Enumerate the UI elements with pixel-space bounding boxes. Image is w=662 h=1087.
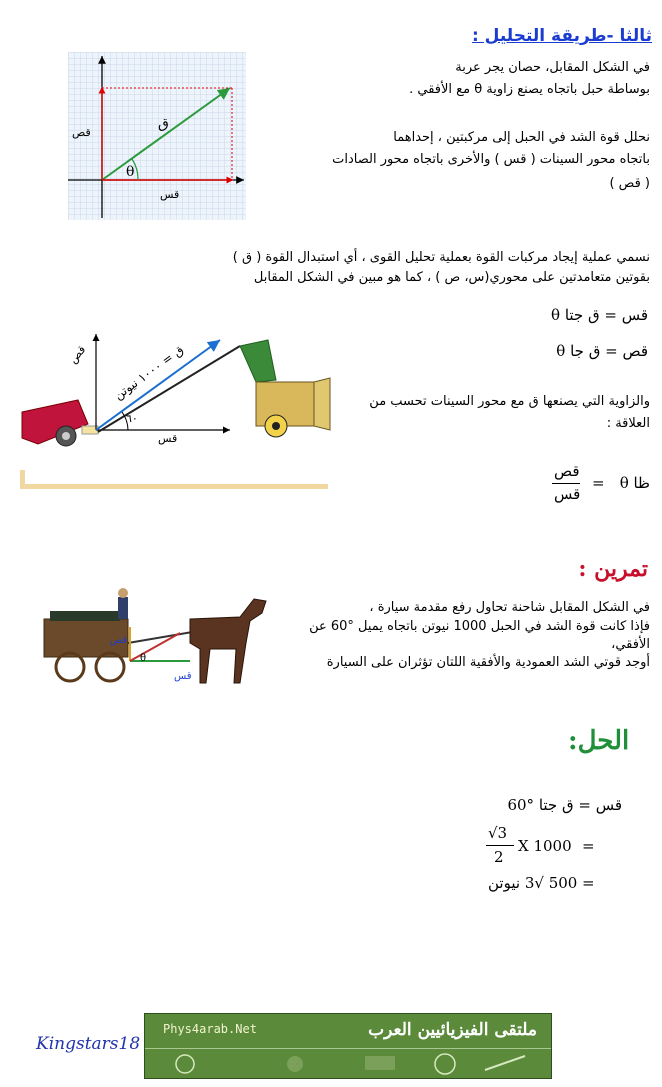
step2-num: √3: [488, 824, 508, 842]
angle-text: [330, 394, 650, 432]
step3-value: 500 √3 نيوتن: [488, 874, 578, 892]
fx-label: قس: [158, 432, 178, 445]
banner-title: ملتقى الفيزيائيين العرب: [368, 1020, 537, 1040]
formula-fy: قص = ق جا θ: [556, 342, 648, 360]
force-label: ق: [158, 116, 169, 132]
resolution-line2: بقوتين متعامدتين على محوري(س، ص ) ، كما هو مبين في الشكل المقابل: [253, 270, 650, 285]
angle-label: θ: [140, 653, 147, 664]
exercise-title: تمرين :: [578, 556, 648, 582]
step2-den: 2: [494, 848, 504, 866]
banner-site-name: Phys4arab.Net: [163, 1022, 257, 1036]
angle-line2: العلاقة :: [606, 416, 650, 431]
step3-eq: =: [582, 874, 595, 892]
tan-formula: [550, 462, 650, 506]
page-title: ثالثا -طريقة التحليل :: [471, 26, 652, 46]
exercise-line3: الأفقي،: [611, 637, 650, 652]
fy-label: قص: [66, 343, 89, 366]
tan-den: قس: [554, 485, 581, 503]
site-banner: [144, 1013, 552, 1079]
resolution-text: [180, 250, 650, 286]
angle-label: ٦٠: [126, 412, 138, 425]
exercise-line4: أوجد قوتي الشد العمودية والأفقية اللتان تؤثران على السيارة: [326, 655, 650, 670]
angle-line1: والزاوية التي يصنعها ق مع محور السينات تحسب من: [369, 394, 650, 409]
tan-num: قص: [554, 462, 580, 480]
force-label: ق = ١٠٠٠ نيوتن: [111, 342, 187, 403]
exercise-line1: في الشكل المقابل شاحنة تحاول رفع مقدمة سيارة ،: [369, 600, 650, 615]
exercise-line2: فإذا كانت قوة الشد في الحبل 1000 نيوتن باتجاه يميل °60 عن: [309, 619, 650, 634]
step2-rest: X 1000: [518, 837, 572, 855]
resolution-line1: نسمي عملية إيجاد مركبات القوة بعملية تحليل القوى ، أي استبدال القوة ( ق ): [232, 250, 650, 265]
solution-step1: قس = ق جتا °60: [507, 796, 622, 814]
formula-fx: قس = ق جتا θ: [551, 306, 648, 324]
intro-line2: بوساطة حبل باتجاه يصنع زاوية θ مع الأفقي .: [409, 82, 650, 97]
decompose-line3: ( قص ): [609, 176, 650, 191]
truck-diagram: [18, 320, 333, 495]
angle-label: θ: [126, 164, 135, 180]
intro-text: [250, 60, 650, 98]
tan-eq: =: [592, 474, 605, 492]
exercise-text: [270, 600, 650, 671]
decompose-text: [250, 130, 650, 192]
fx-label: قس: [174, 671, 192, 682]
decompose-line1: نحلل قوة الشد في الحبل إلى مركبتين ، إحداهما: [393, 130, 650, 145]
vector-diagram: [68, 52, 246, 220]
step2-eq: =: [582, 837, 595, 855]
solution-title: الحل:: [568, 726, 630, 756]
fy-label: قص: [110, 635, 128, 646]
tan-lhs: ظا θ: [619, 474, 650, 492]
solution-step3: [488, 874, 604, 892]
signature: Kingstars18: [36, 1034, 141, 1054]
fy-label: قص: [72, 126, 91, 139]
solution-step2: [484, 824, 604, 870]
fx-label: قس: [160, 188, 180, 201]
decompose-line2: باتجاه محور السينات ( قس ) والأخرى باتجاه محور الصادات: [332, 152, 650, 167]
horse-cart-image: [40, 583, 278, 693]
intro-line1: في الشكل المقابل، حصان يجر عربة: [455, 60, 650, 75]
